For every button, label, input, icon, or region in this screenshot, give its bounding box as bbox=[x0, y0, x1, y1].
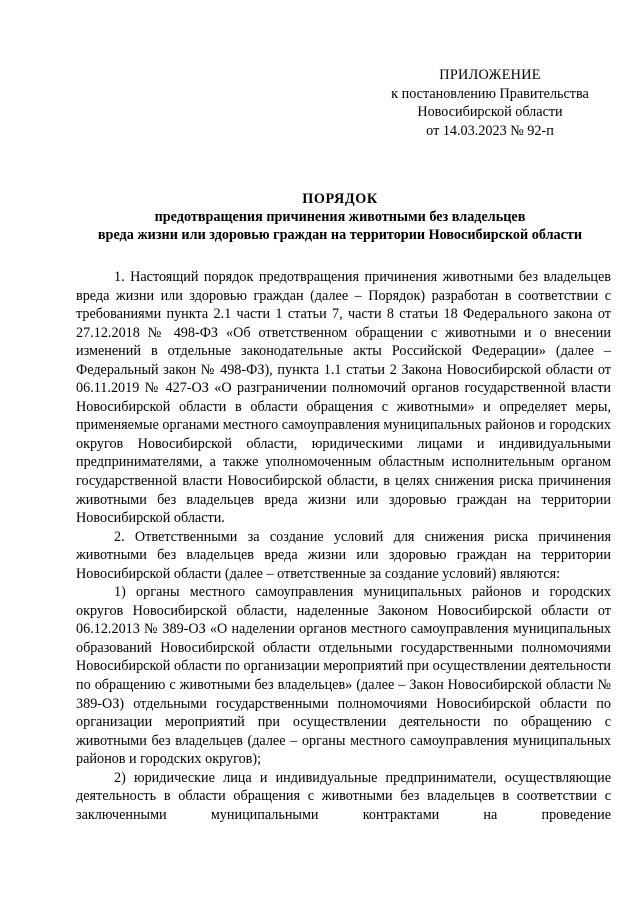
appendix-block bbox=[380, 66, 600, 140]
document-subtitle-line-2: вреда жизни или здоровью граждан на территории Новосибирской области bbox=[97, 227, 583, 243]
document-subtitle-line-1: предотвращения причинения животными без владельцев bbox=[154, 209, 526, 225]
paragraph-2-item-2: 2) юридические лица и индивидуальные предприниматели, осуществляющие деятельность в области обращения с животными без владельцев в соответствии с заключенными муниципальными контрактами на проведение bbox=[76, 769, 611, 823]
appendix-line-date-number: от 14.03.2023 № 92-п bbox=[426, 122, 554, 139]
document-body bbox=[76, 268, 611, 824]
paragraph-2: 2. Ответственными за создание условий для снижения риска причинения животными без владельцев вреда жизни или здоровью граждан на территории Новосибирской области (далее – ответственные за создание условий) являются: bbox=[76, 528, 611, 582]
document-heading bbox=[40, 190, 640, 244]
paragraph-1: 1. Настоящий порядок предотвращения причинения животными без владельцев вреда жизни или здоровью граждан (далее – Порядок) разработан в соответствии с требованиями пункта 2.1 части 1 статьи 7, части 8 статьи 18 Федерального закона от 27.12.2018 № 498-ФЗ «Об ответственном обращении с животными и о внесении изменений в отдельные законодательные акты Российской Федерации» (далее – Федеральный закон № 498-ФЗ), пункта 1.1 статьи 2 Закона Новосибирской области от 06.11.2019 № 427-ОЗ «О разграничении полномочий органов государственной власти Новосибирской области в области обращения с животными» и определяет меры, применяемые органами местного самоуправления муниципальных районов и городских округов Новосибирской области, юридическими лицами и индивидуальными предпринимателями, а также уполномоченным областным исполнительным органом государственной власти Новосибирской области, в целях снижения риска причинения животными без владельцев вреда жизни или здоровью граждан на территории Новосибирской области. bbox=[76, 269, 611, 527]
paragraph-2-item-1: 1) органы местного самоуправления муниципальных районов и городских округов Новосибирской области, наделенные Законом Новосибирской области от 06.12.2013 № 389-ОЗ «О наделении органов местного самоуправления муниципальных образований Новосибирской области отдельными государственными полномочиями Новосибирской области по организации мероприятий при осуществлении деятельности по обращению с животными без владельцев» (далее – Закон Новосибирской области № 389-ОЗ) отдельными государственными полномочиями Новосибирской области по организации мероприятий при осуществлении деятельности по обращению с животными без владельцев (далее – органы местного самоуправления муниципальных районов и городских округов); bbox=[76, 584, 611, 768]
document-title: ПОРЯДОК bbox=[302, 191, 378, 207]
appendix-line-region: Новосибирской области bbox=[417, 104, 563, 120]
appendix-line-decree: к постановлению Правительства bbox=[391, 85, 589, 102]
appendix-title: ПРИЛОЖЕНИЕ bbox=[439, 67, 541, 83]
